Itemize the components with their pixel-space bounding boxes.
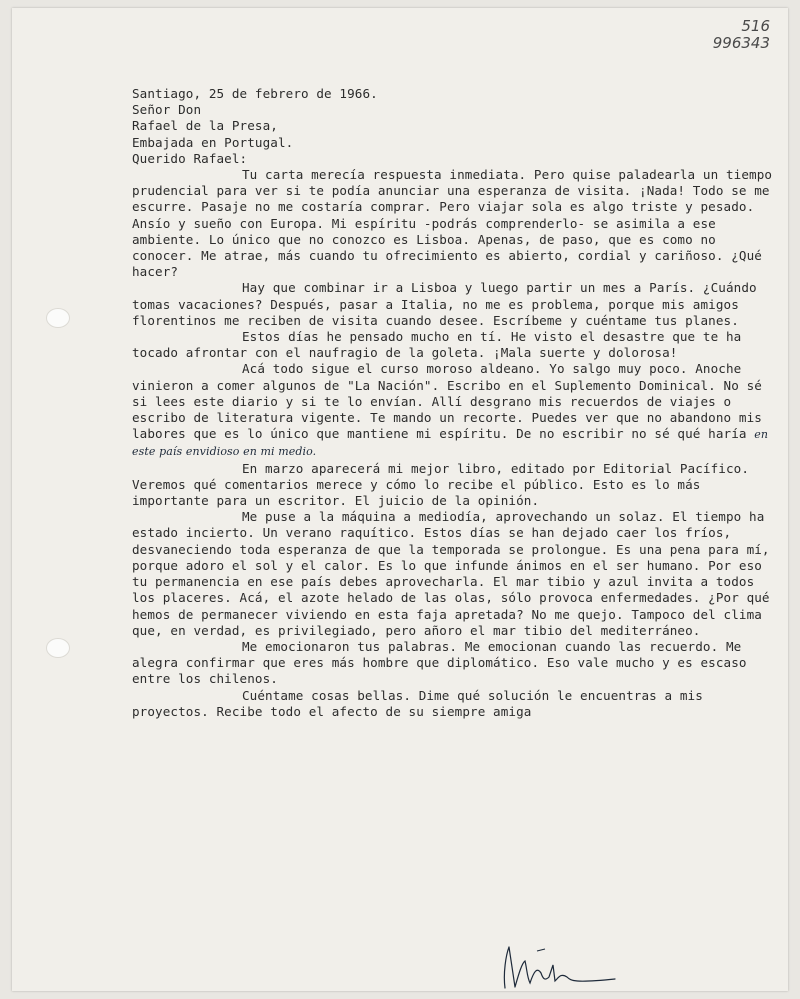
salutation: Querido Rafael: [132,150,248,166]
letter-body [132,86,780,720]
handwritten-signature [497,943,627,993]
paragraph-4-typed: Acá todo sigue el curso moroso aldeano. Yo salgo muy poco. Anoche vinieron a comer algunos de "La Nación". Escribo en el Suplemento Dominical. No sé si lees este diario y si te lo envían. Allí desgrano mis recuerdos de viajes o escribo de literatura vigente. Te mando un recorte. Puedes ver que no abandono mis labores que es lo único que mantiene mi espíritu. De no escribir no sé qué haría [132,361,770,442]
archive-code [710,18,770,52]
handwritten-insert: en este país envidioso en mi medio. [132,428,772,459]
paragraph-3: Estos días he pensado mucho en tí. He visto el desastre que te ha tocado afrontar con el naufragio de la goleta. ¡Mala suerte y dolorosa! [132,329,750,361]
paragraph-2: Hay que combinar ir a Lisboa y luego partir un mes a París. ¿Cuándo tomas vacaciones? Después, pasar a Italia, no me es problema, porque mis amigos florentinos me reciben de visita cuando desee. Escríbeme y cuéntame tus planes. [132,280,765,328]
punch-hole-top [46,308,70,328]
paragraph-5: En marzo aparecerá mi mejor libro, editado por Editorial Pacífico. Veremos qué comentarios merece y cómo lo recibe el público. Esto es lo más importante para un escritor. El juicio de la opinión. [132,460,757,509]
addressee-line-1: Señor Don [132,102,202,118]
addressee-line-3: Embajada en Portugal. [132,134,294,150]
place-date: Santiago, 25 de febrero de 1966. [132,86,378,101]
paragraph-8: Cuéntame cosas bellas. Dime qué solución le encuentras a mis proyectos. Recibe todo el afecto de su siempre amiga [132,687,711,719]
addressee-line-2: Rafael de la Presa, [132,118,278,134]
paragraph-7: Me emocionaron tus palabras. Me emocionan cuando las recuerdo. Me alegra confirmar que eres más hombre que diplomático. Eso vale mucho y es escaso entre los chilenos. [132,638,755,687]
paragraph-1: Tu carta merecía respuesta inmediata. Pero quise paladearla un tiempo prudencial para ver si te podía anunciar una esperanza de visita. ¡Nada! Todo se me escurre. Pasaje no me costaría comprar. Pero viajar sola es algo triste y pesado. Ansío y sueño con Europa. Mi espíritu -podrás comprenderlo- se asimila a ese ambiente. Lo único que no conozco es Lisboa. Apenas, de paso, que es como no conocer. Me atrae, más cuando tu ofrecimiento es abierto, cordial y cariñoso. ¿Qué hacer? [132,167,780,280]
punch-hole-bottom [46,638,70,658]
paragraph-6: Me puse a la máquina a mediodía, aprovechando un solaz. El tiempo ha estado incierto. Un verano raquítico. Estos días se han dejado caer los fríos, desvaneciendo toda esperanza de que la temporada se prolongue. Es una pena para mí, porque adoro el sol y el calor. Es lo que infunde ánimos en el ser humano. Por eso tu permanencia en ese país debes aprovecharla. El mar tibio y azul invita a todos los placeres. Acá, el azote helado de las olas, sólo provoca enfermedades. ¿Por qué hemos de permanecer viviendo en esta faja apretada? No me quejo. Tampoco del clima que, en verdad, es privilegiado, pero añoro el mar tibio del mediterráneo. [132,509,778,638]
letter-page [12,8,788,991]
archive-code-line-2: 996343 [712,34,770,52]
archive-code-line-1: 516 [741,17,770,35]
paragraph-4 [132,361,780,460]
